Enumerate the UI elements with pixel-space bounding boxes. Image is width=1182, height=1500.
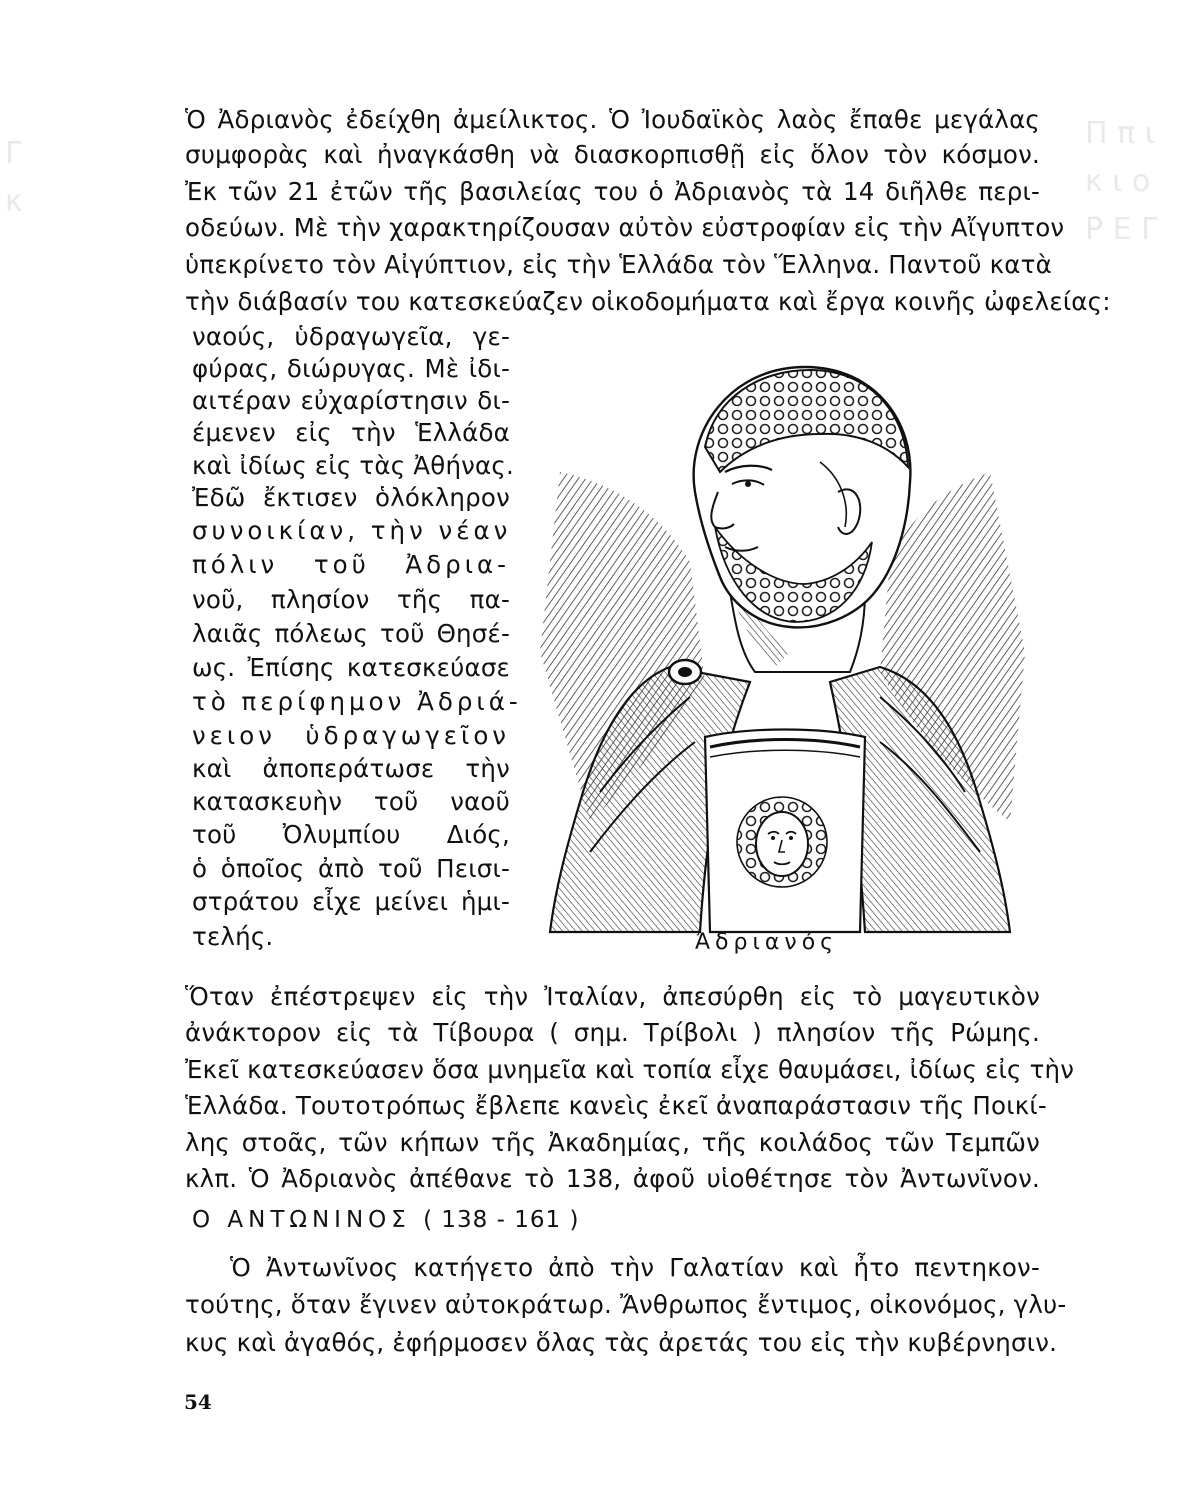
- section-heading-years: ( 138 - 161 ): [423, 1207, 580, 1233]
- text-line: τοῦ Ὀλυμπίου Διός,: [192, 820, 510, 849]
- text-line: Ἐκεῖ κατεσκεύασεν ὅσα μνημεῖα καὶ τοπία εἶχε θαυμάσει, ἰδίως εἰς τὴν: [185, 1055, 1075, 1084]
- bleed-through-left: Γ κ: [5, 136, 23, 219]
- text-line: Ὁ Ἀδριανὸς ἐδείχθη ἀμείλικτος. Ὁ Ἰουδαϊκὸς λαὸς ἔπαθε μεγάλας: [185, 105, 1040, 134]
- text-line: νειον ὑδραγωγεῖον: [192, 721, 510, 750]
- text-line: κλπ. Ὁ Ἀδριανὸς ἀπέθανε τὸ 138, ἀφοῦ υἱοθέτησε τὸν Ἀντωνῖνον.: [185, 1164, 1040, 1193]
- text-line: πόλιν τοῦ Ἀδρια-: [192, 550, 510, 579]
- section-heading: [192, 1207, 579, 1233]
- text-line: ως. Ἐπίσης κατεσκεύασε: [192, 653, 510, 682]
- text-line: ἀνάκτορον εἰς τὰ Τίβουρα ( σημ. Τρίβολι ) πλησίον τῆς Ρώμης.: [185, 1018, 1040, 1047]
- text-line: Ὅταν ἐπέστρεψεν εἰς τὴν Ἰταλίαν, ἀπεσύρθη εἰς τὸ μαγευτικὸν: [185, 982, 1040, 1011]
- portrait-caption: Ἀδριανός: [695, 930, 839, 955]
- text-line: έμενεν εἰς τὴν Ἑλλάδα: [192, 418, 510, 447]
- text-line: κατασκευὴν τοῦ ναοῦ: [192, 787, 510, 816]
- text-line: τὴν διάβασίν του κατεσκεύαζεν οἰκοδομήματα καὶ ἔργα κοινῆς ὠφελείας:: [185, 287, 1111, 316]
- text-line: τούτης, ὅταν ἔγινεν αὐτοκράτωρ. Ἄνθρωπος ἔντιμος, οἰκονόμος, γλυ-: [185, 1290, 1067, 1319]
- text-line: ὑπεκρίνετο τὸν Αἰγύπτιον, εἰς τὴν Ἑλλάδα τὸν Ἕλληνα. Παντοῦ κατὰ: [185, 250, 1052, 279]
- text-line: τελής.: [192, 922, 274, 951]
- text-line: λαιᾶς πόλεως τοῦ Θησέ-: [192, 619, 510, 648]
- text-line: αιτέραν εὐχαρίστησιν δι-: [192, 386, 510, 415]
- text-line: συμφορὰς καὶ ἠναγκάσθη νὰ διασκορπισθῇ εἰς ὅλον τὸν κόσμον.: [185, 140, 1040, 169]
- text-line: Ὁ Ἀντωνῖνος κατήγετο ἀπὸ τὴν Γαλατίαν καὶ ἦτο πεντηκον-: [230, 1253, 1040, 1282]
- medusa-emblem-icon: [737, 797, 827, 887]
- text-line: ὁ ὁποῖος ἀπὸ τοῦ Πεισι-: [192, 854, 510, 883]
- text-line: στράτου εἶχε μείνει ἡμι-: [192, 887, 510, 916]
- text-line: νοῦ, πλησίον τῆς πα-: [192, 585, 510, 614]
- text-line: λης στοᾶς, τῶν κήπων τῆς Ἀκαδημίας, τῆς κοιλάδος τῶν Τεμπῶν: [185, 1128, 1040, 1157]
- hadrian-portrait-illustration: [520, 352, 1045, 937]
- text-line: καὶ ἀποπεράτωσε τὴν: [192, 754, 510, 783]
- text-line: φύρας, διώρυγας. Μὲ ἰδι-: [192, 354, 510, 383]
- section-heading-title: Ο ΑΝΤΩΝΙΝΟΣ: [192, 1207, 411, 1233]
- text-line: καὶ ἰδίως εἰς τὰς Ἀθήνας.: [192, 451, 514, 480]
- page-number: 54: [184, 1390, 212, 1414]
- text-line: Ἐκ τῶν 21 ἐτῶν τῆς βασιλείας του ὁ Ἀδριανὸς τὰ 14 διῆλθε περι-: [185, 177, 1040, 206]
- text-line: οδεύων. Μὲ τὴν χαρακτηρίζουσαν αὐτὸν εὐστροφίαν εἰς τὴν Αἴγυπτον: [185, 213, 1065, 242]
- text-line: Ἐδῶ ἔκτισεν ὁλόκληρον: [192, 483, 510, 512]
- bleed-through-right: Π π ι κ ι ο Ρ Ε Γ: [1085, 116, 1158, 247]
- text-line: τὸ περίφημον Ἀδριά-: [192, 687, 522, 716]
- text-line: ναούς, ὑδραγωγεῖα, γε-: [192, 322, 510, 351]
- text-line: συνοικίαν, τὴν νέαν: [192, 516, 512, 545]
- text-line: Ἑλλάδα. Τουτοτρόπως ἔβλεπε κανεὶς ἐκεῖ ἀναπαράστασιν τῆς Ποικί-: [185, 1091, 1047, 1120]
- text-line: κυς καὶ ἀγαθός, ἐφήρμοσεν ὅλας τὰς ἀρετάς του εἰς τὴν κυβέρνησιν.: [185, 1328, 1058, 1357]
